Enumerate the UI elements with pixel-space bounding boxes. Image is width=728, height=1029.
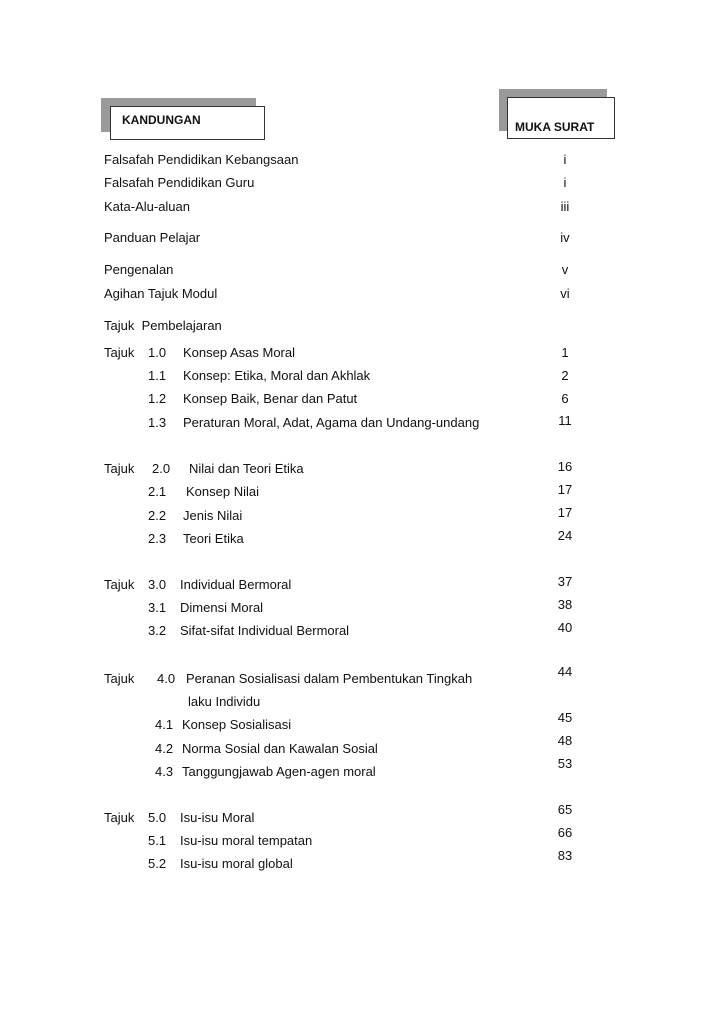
subtopic-title: Teori Etika [183, 531, 244, 546]
topic-label: Tajuk [104, 345, 135, 360]
section-heading: Tajuk Pembelajaran [104, 318, 222, 333]
topic-title: Isu-isu Moral [180, 810, 255, 825]
topic-number: 5.0 [148, 810, 167, 825]
subtopic-page: 48 [557, 733, 573, 748]
topic-number: 4.0 [157, 671, 176, 686]
toc-entry-title: Pengenalan [104, 262, 174, 277]
subtopic-title: Konsep Baik, Benar dan Patut [183, 391, 358, 406]
topic-title-continued: laku Individu [188, 694, 261, 709]
subtopic-number: 5.2 [148, 856, 167, 871]
subtopic-page: 24 [557, 528, 573, 543]
toc-entry-title: Falsafah Pendidikan Guru [104, 175, 255, 190]
topic-number: 3.0 [148, 577, 167, 592]
contents-header [110, 106, 265, 140]
subtopic-title: Tanggungjawab Agen-agen moral [182, 764, 376, 779]
toc-entry-title: Panduan Pelajar [104, 230, 201, 245]
subtopic-number: 3.2 [148, 623, 167, 638]
page-header-label: MUKA SURAT [515, 120, 595, 134]
subtopic-page: 6 [561, 391, 569, 406]
toc-entry-page: iv [560, 230, 570, 245]
subtopic-title: Konsep Sosialisasi [182, 717, 292, 732]
subtopic-title: Norma Sosial dan Kawalan Sosial [182, 741, 378, 756]
topic-page: 65 [557, 802, 573, 817]
subtopic-page: 66 [557, 825, 573, 840]
subtopic-number: 3.1 [148, 600, 167, 615]
subtopic-number: 5.1 [148, 833, 167, 848]
subtopic-number: 1.3 [148, 415, 167, 430]
toc-entry-title: Agihan Tajuk Modul [104, 286, 218, 301]
topic-page: 44 [557, 664, 573, 679]
subtopic-number: 4.1 [155, 717, 174, 732]
subtopic-title: Jenis Nilai [183, 508, 243, 523]
toc-entry-page: i [563, 175, 567, 190]
subtopic-title: Konsep: Etika, Moral dan Akhlak [183, 368, 371, 383]
topic-title: Nilai dan Teori Etika [189, 461, 304, 476]
subtopic-title: Isu-isu moral tempatan [180, 833, 313, 848]
topic-page: 37 [557, 574, 573, 589]
topic-title: Peranan Sosialisasi dalam Pembentukan Tingkah [186, 671, 473, 686]
contents-header-label: KANDUNGAN [122, 113, 201, 127]
subtopic-page: 53 [557, 756, 573, 771]
subtopic-number: 2.3 [148, 531, 167, 546]
subtopic-page: 83 [557, 848, 573, 863]
toc-entry-page: v [561, 262, 569, 277]
subtopic-page: 17 [557, 505, 573, 520]
page-header [507, 97, 615, 139]
topic-label: Tajuk [104, 810, 135, 825]
subtopic-page: 40 [557, 620, 573, 635]
toc-entry-page: i [563, 152, 567, 167]
subtopic-title: Sifat-sifat Individual Bermoral [180, 623, 350, 638]
topic-label: Tajuk [104, 671, 135, 686]
toc-entry-title: Falsafah Pendidikan Kebangsaan [104, 152, 299, 167]
topic-number: 2.0 [152, 461, 171, 476]
topic-title: Konsep Asas Moral [183, 345, 296, 360]
topic-label: Tajuk [104, 461, 135, 476]
toc-entry-page: vi [560, 286, 570, 301]
subtopic-page: 2 [561, 368, 569, 383]
subtopic-number: 1.2 [148, 391, 167, 406]
topic-page: 1 [561, 345, 569, 360]
toc-entry-page: iii [560, 199, 570, 214]
topic-title: Individual Bermoral [180, 577, 292, 592]
topic-number: 1.0 [148, 345, 167, 360]
subtopic-page: 38 [557, 597, 573, 612]
topic-page: 16 [557, 459, 573, 474]
subtopic-number: 4.3 [155, 764, 174, 779]
subtopic-title: Konsep Nilai [186, 484, 259, 499]
subtopic-number: 1.1 [148, 368, 167, 383]
subtopic-title: Isu-isu moral global [180, 856, 293, 871]
subtopic-page: 11 [558, 413, 572, 428]
topic-label: Tajuk [104, 577, 135, 592]
subtopic-number: 2.1 [148, 484, 167, 499]
subtopic-page: 45 [557, 710, 573, 725]
subtopic-number: 4.2 [155, 741, 174, 756]
subtopic-title: Peraturan Moral, Adat, Agama dan Undang-undang [183, 415, 480, 430]
subtopic-page: 17 [557, 482, 573, 497]
toc-entry-title: Kata-Alu-aluan [104, 199, 190, 214]
subtopic-number: 2.2 [148, 508, 167, 523]
subtopic-title: Dimensi Moral [180, 600, 264, 615]
